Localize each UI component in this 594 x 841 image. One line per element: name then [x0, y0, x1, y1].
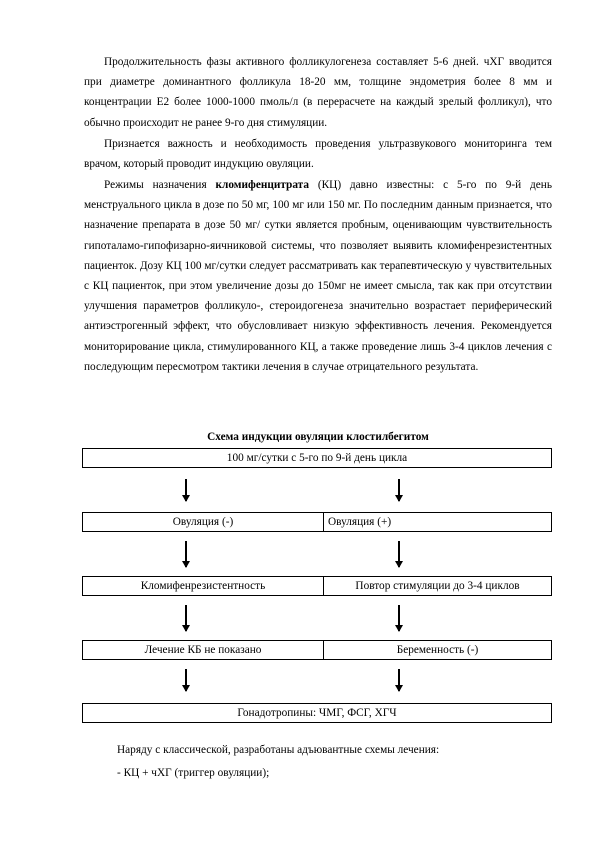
scheme-cell-treatment-not-indicated — [83, 641, 323, 659]
arrow-down-icon — [398, 541, 400, 567]
text-run: Режимы назначения — [104, 179, 216, 191]
scheme-box-gonadotropins — [82, 703, 552, 723]
arrow-down-icon — [398, 479, 400, 501]
footer-line-adjuvant: Наряду с классической, разработаны адъювантные схемы лечения: — [117, 744, 440, 756]
arrow-down-icon — [185, 479, 187, 501]
scheme-cell-ovulation-negative — [83, 513, 323, 531]
scheme-cell-label: Повтор стимуляции до 3-4 циклов — [355, 580, 520, 592]
scheme-cell-label: Беременность (-) — [396, 644, 479, 656]
scheme-cell-label: Овуляция (+) — [328, 516, 392, 528]
arrow-down-icon — [185, 669, 187, 691]
arrow-down-icon — [185, 541, 187, 567]
scheme-box-dose — [82, 448, 552, 468]
arrow-down-icon — [185, 605, 187, 631]
bold-term-clomiphene: кломифенцитрата — [215, 179, 310, 191]
scheme-cell-label: Овуляция (-) — [172, 516, 234, 528]
text-run: (КЦ) давно известны: с 5-го по 9-й день менструального цикла в дозе по 50 мг, 100 мг или 150 мг. По последним данным признается, что назначение препарата в дозе 50 мг/ сутки является пробным, оценивающим чувствительность гипоталамо-гипофизарно-яичниковой системы, что позволяет выявить кломифенрезистентных пациенток. Дозу КЦ 100 мг/сутки следует рассматривать как терапевтическую у чувствительных с КЦ пациенток, при этом увеличение дозы до 150мг не имеет смысла, так как при отсутствии улучшения параметров фолликуло-, стероидогенеза значительно возрастает периферический антиэстрогенный эффект, что обусловливает низкую эффективность лечения. Рекомендуется мониторирование цикла, стимулированного КЦ, а также проведение лишь 3-4 циклов лечения с последующим пересмотром тактики лечения в случае отрицательного результата. — [84, 179, 553, 373]
scheme-cell-ovulation-positive — [323, 513, 551, 531]
scheme-cell-clomiphene-resistance — [83, 577, 323, 595]
scheme-box-gonadotropins-label: Гонадотропины: ЧМГ, ФСГ, ХГЧ — [237, 707, 397, 719]
scheme-cell-label: Лечение КБ не показано — [144, 644, 262, 656]
scheme-cell-pregnancy-negative — [323, 641, 551, 659]
footer-line-kc-hcg: - КЦ + чХГ (триггер овуляции); — [117, 767, 270, 779]
scheme-cell-label: Кломифенрезистентность — [140, 580, 266, 592]
arrow-down-icon — [398, 605, 400, 631]
paragraph-clomiphene-regimens — [84, 175, 552, 377]
scheme-row-ovulation — [82, 512, 552, 532]
arrow-down-icon — [398, 669, 400, 691]
paragraph-follicular-phase: Продолжительность фазы активного фолликулогенеза составляет 5-6 дней. чХГ вводится при диаметре доминантного фолликула 18-20 мм, толщине эндометрия более 8 мм и концентрации Е2 более 1000-1000 пмоль/л (в перерасчете на каждый зрелый фолликул), что обычно происходит не ранее 9-го дня стимуляции. — [84, 56, 552, 129]
scheme-row-resistance — [82, 576, 552, 596]
scheme-cell-repeat-stimulation — [323, 577, 551, 595]
scheme-row-outcome — [82, 640, 552, 660]
scheme-title: Схема индукции овуляции клостилбегитом — [207, 431, 429, 443]
scheme-box-dose-label: 100 мг/сутки с 5-го по 9-й день цикла — [226, 452, 408, 464]
paragraph-ultrasound-monitoring: Признается важность и необходимость проведения ультразвукового мониторинга тем врачом, который проводит индукцию овуляции. — [84, 138, 552, 171]
